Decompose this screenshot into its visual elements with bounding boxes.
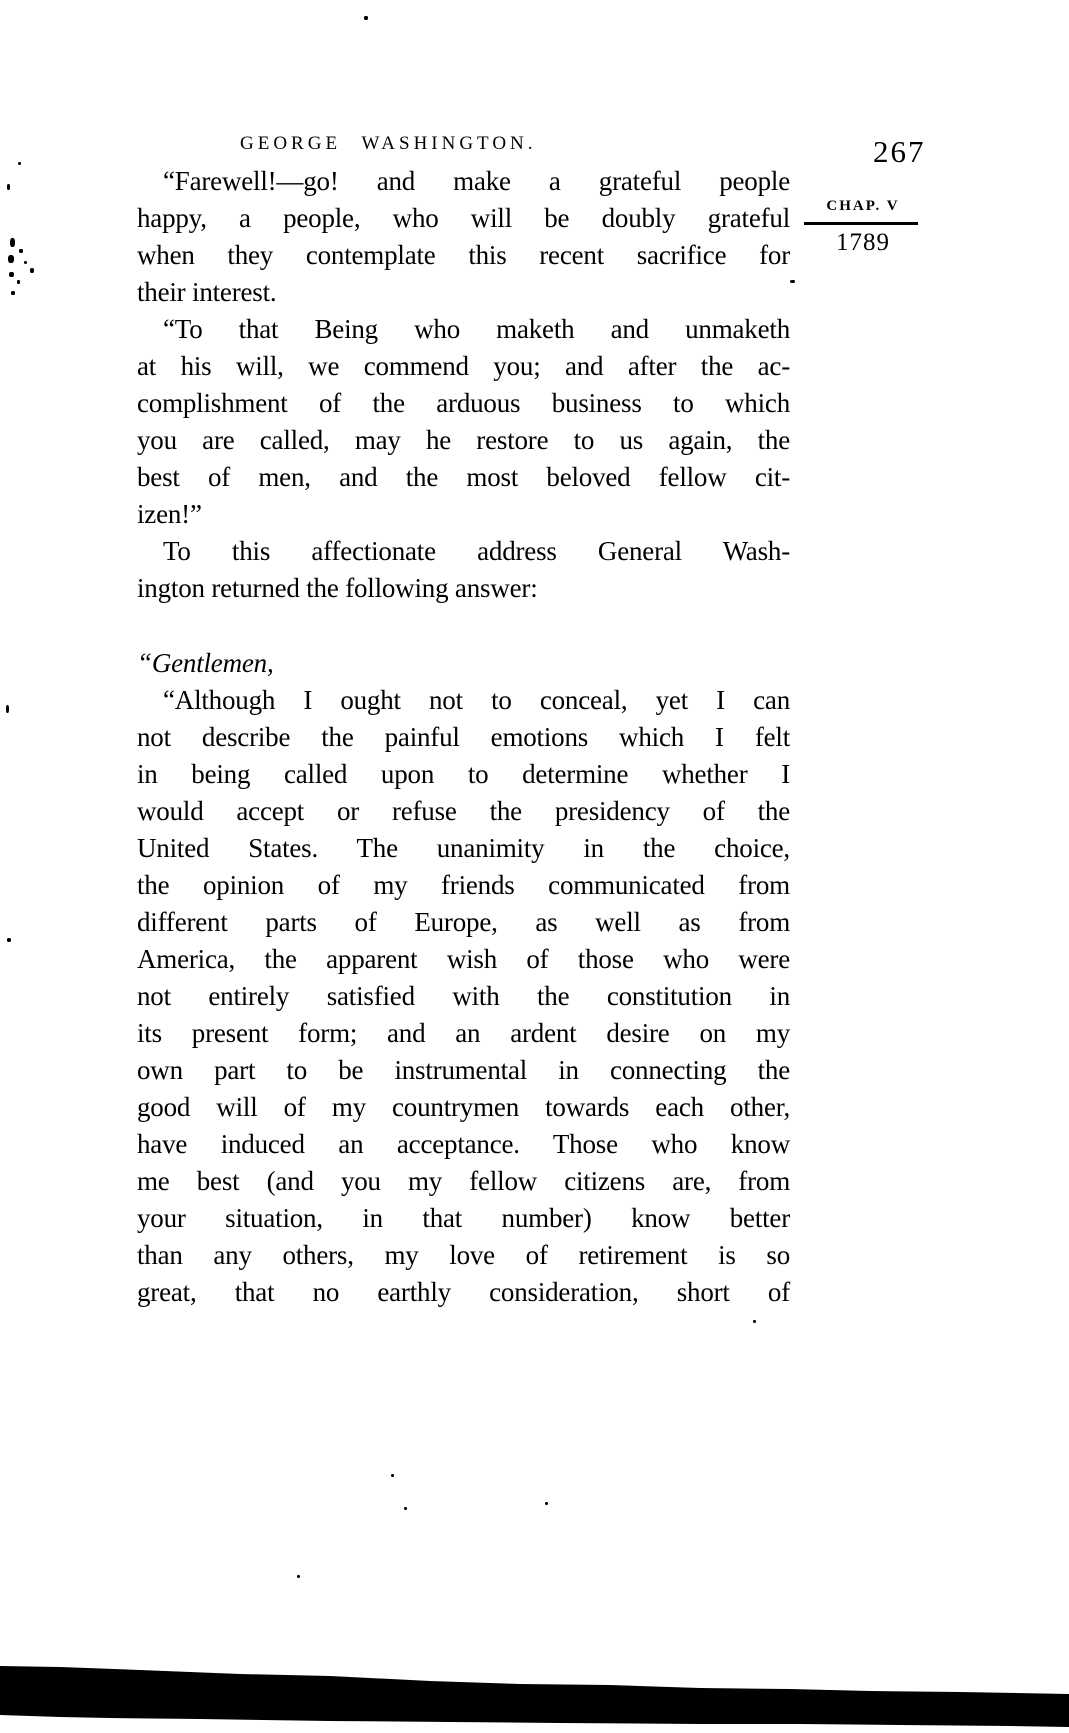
text-line: in being called upon to determine whether I [137,759,790,789]
text-line: best of men, and the most beloved fellow cit- [137,462,790,492]
margin-chapter-label: CHAP. V [826,198,900,214]
text-line: have induced an acceptance. Those who know [137,1129,790,1159]
text-line: when they contemplate this recent sacrifice for [137,240,790,270]
text-line: than any others, my love of retirement is so [137,1240,790,1270]
text-line: the opinion of my friends communicated from [137,870,790,900]
text-line: different parts of Europe, as well as from [137,907,790,937]
text-line: happy, a people, who will be doubly grateful [137,203,790,233]
text-line: your situation, in that number) know better [137,1203,790,1233]
text-line: “Farewell!—go! and make a grateful people [163,166,790,196]
text-line: would accept or refuse the presidency of the [137,796,790,826]
text-line: not describe the painful emotions which I felt [137,722,790,752]
text-line: “Gentlemen, [137,648,274,678]
text-line: you are called, may he restore to us again, the [137,425,790,455]
text-line: “To that Being who maketh and unmaketh [163,314,790,344]
running-header: GEORGE WASHINGTON. [240,133,537,154]
text-line: at his will, we commend you; and after the ac- [137,351,790,381]
page-number: 267 [873,134,926,169]
text-line: their interest. [137,277,277,307]
text-line: izen!” [137,499,202,529]
text-line: own part to be instrumental in connecting the [137,1055,790,1085]
text-line: not entirely satisfied with the constitution in [137,981,790,1011]
text-line: United States. The unanimity in the choice, [137,833,790,863]
text-line: good will of my countrymen towards each other, [137,1092,790,1122]
text-line: “Although I ought not to conceal, yet I can [163,685,790,715]
text-line: America, the apparent wish of those who were [137,944,790,974]
text-line: ington returned the following answer: [137,573,538,603]
text-line: its present form; and an ardent desire on my [137,1018,790,1048]
text-line: complishment of the arduous business to which [137,388,790,418]
text-line: To this affectionate address General Wash- [163,536,790,566]
margin-year-label: 1789 [836,229,890,256]
text-line: me best (and you my fellow citizens are, from [137,1166,790,1196]
text-line: great, that no earthly consideration, short of [137,1277,790,1307]
